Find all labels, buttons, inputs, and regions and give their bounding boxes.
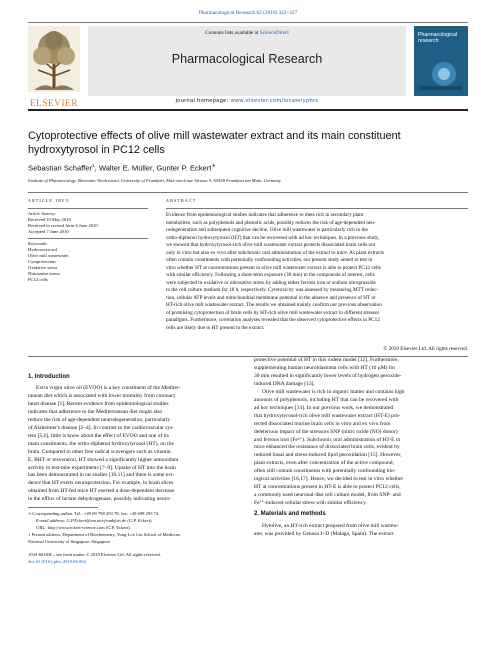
- intro-left-line: heart disease [1]. Recent evidence from epidemiological studies: [28, 400, 169, 407]
- abstract-line: only in vitro but also ex vivo after subchronic oral administration of the extract to mice. As plant extracts: [166, 249, 384, 256]
- journal-cover[interactable]: [414, 26, 468, 96]
- abstract-text: [166, 212, 468, 332]
- abstract-line: Evidence from epidemiological studies indicates that adherence to diets rich in secondary plant: [166, 212, 364, 218]
- abstract-line: to the cell culture medium for 18 h, respectively. Cytotoxicity was assessed by measuring MTT reduc-: [166, 287, 379, 293]
- intro-left-line: obtained from HT-fed mice HT exerted a dose-dependent decrease: [28, 488, 175, 495]
- abstract-line: often contain constituents with potentially confounding activities, our present study aimed to test in: [166, 257, 373, 263]
- intro-right-line: deleterious impact of the stressors SNP (nitric oxide (NO) donor): [254, 428, 398, 435]
- abstract-line: ortho-diphenol hydroxytyrosol (HT) that can be recovered with ad hoc techniques. In a previous study,: [166, 234, 380, 241]
- intro-left-line: indicates that adherence to the Mediterranean diet might also: [28, 408, 163, 415]
- intro-right-line: mice enhanced the resistance of dissociated brain cells, evident by: [254, 444, 400, 451]
- present-address-footnote: 1 Present address: Department of Biochemistry, Yong Loo Lin School of Medicine,: [28, 532, 182, 537]
- keyword: Hydroxytyrosol: [28, 247, 58, 252]
- article-info-heading: article info: [28, 198, 70, 204]
- keyword: PC12 cells: [28, 277, 48, 282]
- history-accepted: Accepted 7 June 2010: [28, 229, 69, 234]
- elsevier-wordmark: ELSEVIER: [29, 98, 79, 108]
- abstract-line: vitro whether HT at concentrations present in olive mill wastewater extract is able to protect PC12 cells: [166, 264, 381, 271]
- intro-left-line: ranean diet which is associated with lower mortality from coronary: [28, 392, 176, 399]
- history-label: Article history:: [28, 211, 56, 216]
- intro-right-line: supplementing human neuroblastoma cells with HT (10 μM) for: [254, 364, 396, 371]
- intro-right-line: often still contain constituents with potentially confounding bio-: [254, 468, 396, 475]
- abstract-line: metabolites, such as polyphenols and phenolic acids, possibly reduces the risk of age-dependent neu-: [166, 219, 376, 226]
- url-footnote[interactable]: URL: http://www.eckert-science.com (G.P. Eckert).: [36, 525, 131, 530]
- abstract-line: HT-rich olive mill wastewater extract. The results we obtained mainly confirm our previous observation: [166, 302, 382, 308]
- intro-right-line: 30 min resulted in significantly lower levels of hydrogen peroxide-: [254, 372, 402, 379]
- intro-right-line: reduced basal and stress-induced lipid peroxidation [15]. However,: [254, 452, 402, 459]
- present-address-footnote-cont: National University of Singapore, Singapore.: [28, 539, 112, 544]
- intro-right-line: logical activities [16,17]. Hence, we decided to test in vitro whether: [254, 476, 404, 483]
- keyword: Nitrosative stress: [28, 271, 60, 276]
- intro-right-line: Olive mill wastewater is rich in organic matter and contains high: [262, 388, 405, 395]
- abstract-line: paradigms. Furthermore, correlation analyses revealed that the observed cytoprotective effects in PC12: [166, 317, 380, 323]
- intro-right-line: Fe²⁺-induced cellular stress with similar efficiency.: [254, 500, 367, 507]
- sciencedirect-link[interactable]: ScienceDirect: [259, 30, 289, 36]
- intro-left-line: activity in test-tube experiments [7–9]. Uptake of HT into the brain: [28, 464, 176, 471]
- intro-left-line: in the efflux of lactate dehydrogenase, possibly indicating neuro-: [28, 496, 172, 503]
- first-author[interactable]: Sebastian Schaffer: [28, 163, 93, 173]
- intro-right-line: a commonly used neuronal-like cell culture model, from SNP- and: [254, 492, 401, 499]
- intro-right-line: ad hoc techniques [14]. In our previous work, we demonstrated: [254, 404, 394, 411]
- abstract-line: of promising cytoprotection of brain cells by HT-rich olive mill wastewater extract in different stressor: [166, 309, 380, 316]
- intro-left-line: E, BHT or resveratrol, HT showed a significantly higher antioxidant: [28, 456, 179, 463]
- author-footnote-mark[interactable]: 1: [92, 163, 95, 168]
- intro-right-line: HT at concentrations present in HT-E is able to protect PC12 cells,: [254, 484, 401, 491]
- abstract-heading: abstract: [166, 198, 197, 204]
- intro-right-line: that hydroxytyrosol-rich olive mill wastewater extract (HT-E) pro-: [254, 412, 401, 419]
- homepage-link[interactable]: www.elsevier.com/locate/yphrs: [230, 98, 319, 104]
- intro-right-line: and ferrous iron (Fe²⁺). Subchronic oral administration of HT-E in: [254, 436, 401, 443]
- intro-right-line: protective potential of HT in this rodent model [12]. Furthermore,: [254, 357, 399, 363]
- methods-line: ater, was provided by Genosa I+D (Malaga, Spain). The extract: [254, 530, 394, 537]
- doi-link[interactable]: doi:10.1016/j.phrs.2010.06.004: [28, 559, 86, 564]
- intro-left-column: [28, 385, 240, 504]
- homepage-prefix: journal homepage:: [175, 98, 231, 104]
- journal-reference[interactable]: Pharmacological Research 62 (2010) 322–327: [198, 10, 298, 16]
- section-1-heading: 1. Introduction: [28, 374, 70, 380]
- intro-right-line: induced DNA damage [13].: [254, 380, 315, 387]
- affiliation: Institute of Pharmacology, Biocenter Niederursel, University of Frankfurt, Max-von-Laue Strasse 9, 60438 Frankfurt am Main, Germany: [28, 178, 281, 183]
- cover-art-icon: [414, 56, 468, 96]
- intro-left-line: of Alzheimer's disease [2–4]. In contrast to the cardiovascular sys-: [28, 424, 175, 431]
- copyright-line: © 2010 Elsevier Ltd. All rights reserved.: [383, 346, 468, 352]
- contents-prefix: Contents lists available at: [205, 30, 260, 36]
- abstract-line: cells are likely due to HT present in the extract.: [166, 324, 265, 331]
- cover-title-line-2: research: [418, 38, 439, 44]
- intro-right-line: tected dissociated murine brain cells in vitro and ex vivo from: [254, 420, 391, 427]
- history-revised: Received in revised form 6 June 2010: [28, 223, 98, 228]
- intro-left-line: tem [5,6], little is know about the effect of EVOO and one of its: [28, 432, 169, 439]
- keyword: Oxidative stress: [28, 265, 58, 270]
- abstract-line: we showed that hydroxytyrosol-rich olive mill wastewater extract protects dissociated brain cells not: [166, 242, 376, 248]
- keyword: Cytoprotection: [28, 259, 56, 264]
- article-title: Cytoprotective effects of olive mill wastewater extract and its main constituent hydroxytyrosol in PC12 cells: [28, 130, 401, 156]
- elsevier-tree-icon: [28, 26, 80, 92]
- intro-left-line: main constituents, the ortho-diphenol hydroxytyrosol (HT), on the: [28, 440, 174, 447]
- abstract-line: with similar efficiency. Following a short-term exposure (30 min) to the compounds of interest, cells: [166, 272, 375, 278]
- issn-line: 1043-6618/$ – see front matter © 2010 Elsevier Ltd. All rights reserved.: [28, 552, 161, 557]
- abstract-line: were subjected to oxidative or nitrosative stress by adding either ferrous iron or sodium nitroprusside: [166, 279, 376, 286]
- methods-line: Hytolive, an HT-rich extract prepared from olive mill wastew-: [262, 523, 400, 529]
- intro-left-line: brain. Compared to other free radical scavengers such as vitamin: [28, 448, 171, 455]
- history-received: Received 19 May 2010: [28, 217, 71, 222]
- intro-left-line: Extra virgin olive oil (EVOO) is a key constituent of the Mediter-: [36, 385, 181, 391]
- intro-left-line: has been demonstrated in rat studies [10,11] and there is some evi-: [28, 472, 175, 479]
- intro-left-line: dence that HT exerts neuroprotection. For example, in brain slices: [28, 480, 174, 487]
- other-authors[interactable]: , Walter E. Müller, Gunter P. Eckert: [94, 163, 212, 173]
- author-list: [28, 163, 468, 173]
- corresponding-mark[interactable]: ∗: [211, 163, 216, 169]
- section-2-heading: 2. Materials and methods: [254, 511, 326, 517]
- cover-title-line-1: Pharmacological: [418, 32, 458, 38]
- email-footnote[interactable]: E-mail address: G.P.Eckert@em.uni-frankfurt.de (G.P. Eckert).: [36, 518, 153, 523]
- keywords-label: Keywords:: [28, 241, 48, 246]
- journal-title: Pharmacological Research: [171, 52, 323, 66]
- intro-right-line: amounts of polyphenols, including HT that can be recovered with: [254, 396, 399, 403]
- elsevier-logo[interactable]: [28, 26, 80, 108]
- intro-right-column: [254, 357, 468, 508]
- intro-right-line: plant extracts, even after concentration of the active compound,: [254, 460, 394, 467]
- keyword: Olive mill wastewater: [28, 253, 69, 258]
- intro-left-line: reduce the risk of age-dependent neurodegeneration, particularly: [28, 416, 171, 423]
- methods-text: [254, 523, 468, 539]
- corresponding-footnote: ∗ Corresponding author. Tel.: +49 69 798 293 78; fax: +49 698 293 74.: [28, 511, 160, 516]
- abstract-line: tion, cellular ATP levels and mitochondrial membrane potential in the absence and presence of HT or: [166, 294, 376, 301]
- abstract-line: rodegeneration and subsequent cognitive decline. Olive mill wastewater is particularly rich in the: [166, 227, 368, 233]
